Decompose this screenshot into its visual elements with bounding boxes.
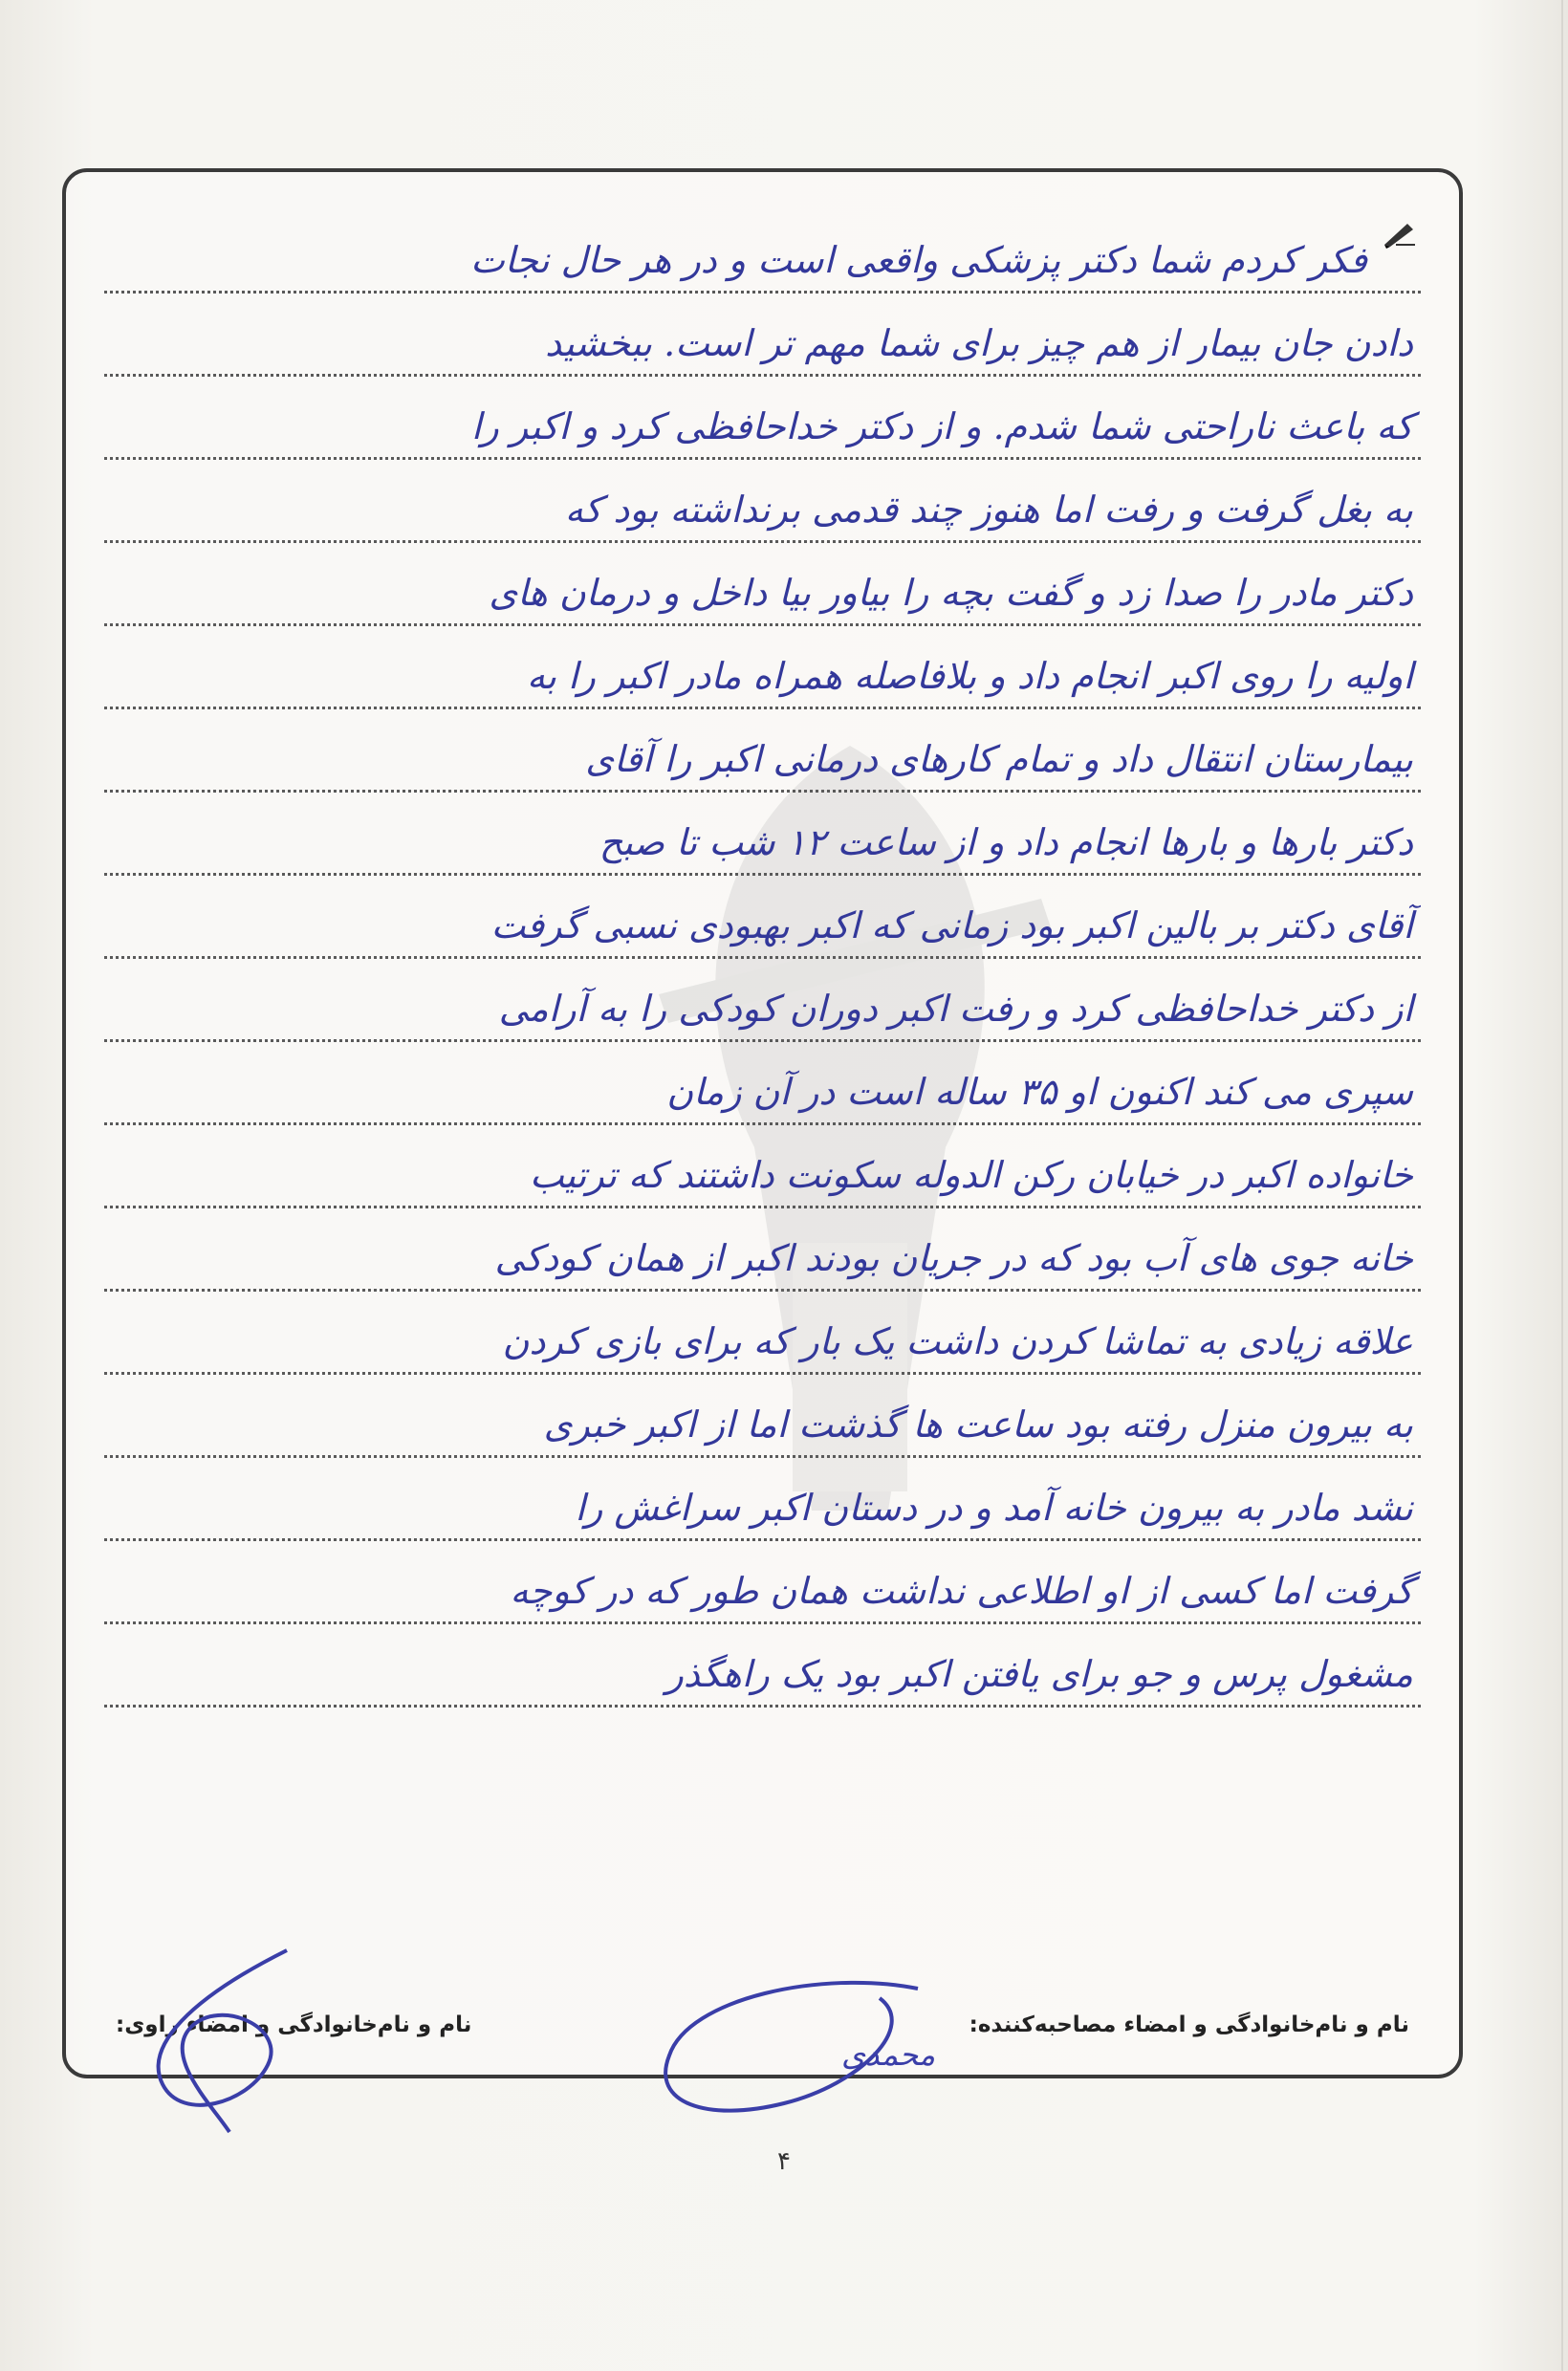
line-text: از دکتر خداحافظی کرد و رفت اکبر دوران کودکی را به آرامی: [498, 988, 1413, 1030]
line-text: اولیه را روی اکبر انجام داد و بلافاصله همراه مادر اکبر را به: [526, 655, 1413, 697]
line-text: نشد مادر به بیرون خانه آمد و در دستان اکبر سراغش را: [575, 1487, 1413, 1529]
text-line: [104, 1292, 1421, 1375]
line-text: بیمارستان انتقال داد و تمام کارهای درمانی اکبر را آقای: [585, 738, 1413, 780]
line-text: علاقه زیادی به تماشا کردن داشت یک بار که برای بازی کردن: [502, 1320, 1413, 1362]
text-line: [104, 959, 1421, 1042]
binding-edge: [1553, 0, 1568, 2371]
text-line: [104, 793, 1421, 876]
text-line: [104, 1458, 1421, 1541]
line-text: خانه جوی های آب بود که در جریان بودند اکبر از همان کودکی: [494, 1237, 1413, 1279]
line-text: گرفت اما کسی از او اطلاعی نداشت همان طور که در کوچه: [510, 1570, 1413, 1612]
text-line: [104, 1042, 1421, 1125]
text-line: [104, 210, 1421, 294]
text-line: [104, 543, 1421, 626]
line-text: آقای دکتر بر بالین اکبر بود زمانی که اکبر بهبودی نسبی گرفت: [490, 904, 1413, 946]
line-text: به بغل گرفت و رفت اما هنوز چند قدمی برنداشته بود که: [564, 489, 1413, 531]
line-text: دادن جان بیمار از هم چیز برای شما مهم تر است. ببخشید: [545, 322, 1413, 364]
text-line: [104, 709, 1421, 793]
text-line: [104, 1375, 1421, 1458]
text-line: [104, 460, 1421, 543]
line-text: به بیرون منزل رفته بود ساعت ها گذشت اما از اکبر خبری: [543, 1403, 1413, 1446]
pen-icon: [1383, 220, 1417, 249]
line-text: مشغول پرس و جو برای یافتن اکبر بود یک راهگذر: [665, 1653, 1413, 1695]
line-text: که باعث ناراحتی شما شدم. و از دکتر خداحافظی کرد و اکبر را: [470, 405, 1413, 447]
text-line: [104, 626, 1421, 709]
text-line: [104, 1208, 1421, 1292]
form-frame: [62, 168, 1463, 2078]
handwritten-lines: [104, 210, 1421, 1874]
text-line: [104, 1624, 1421, 1708]
page-number: ۴: [777, 2147, 791, 2176]
interviewer-signature-label: نام و نام‌خانوادگی و امضاء مصاحبه‌کننده:: [969, 2012, 1409, 2037]
text-line: [104, 876, 1421, 959]
text-line: [104, 377, 1421, 460]
line-text: فکر کردم شما دکتر پزشکی واقعی است و در هر حال نجات: [470, 239, 1367, 281]
text-line: [104, 294, 1421, 377]
text-line: [104, 1541, 1421, 1624]
line-text: دکتر مادر را صدا زد و گفت بچه را بیاور بیا داخل و درمان های: [489, 572, 1413, 614]
narrator-signature-label: نام و نام‌خانوادگی و امضاء راوی:: [116, 2012, 472, 2037]
line-text: دکتر بارها و بارها انجام داد و از ساعت ۱۲ شب تا صبح: [599, 821, 1413, 863]
signature-footer: [104, 1996, 1421, 2054]
line-text: سپری می کند اکنون او ۳۵ ساله است در آن زمان: [666, 1071, 1413, 1113]
interviewer-signature-text: محمدی: [841, 2036, 936, 2073]
text-line: [104, 1125, 1421, 1208]
line-text: خانواده اکبر در خیابان رکن الدوله سکونت داشتند که ترتیب: [530, 1154, 1413, 1196]
